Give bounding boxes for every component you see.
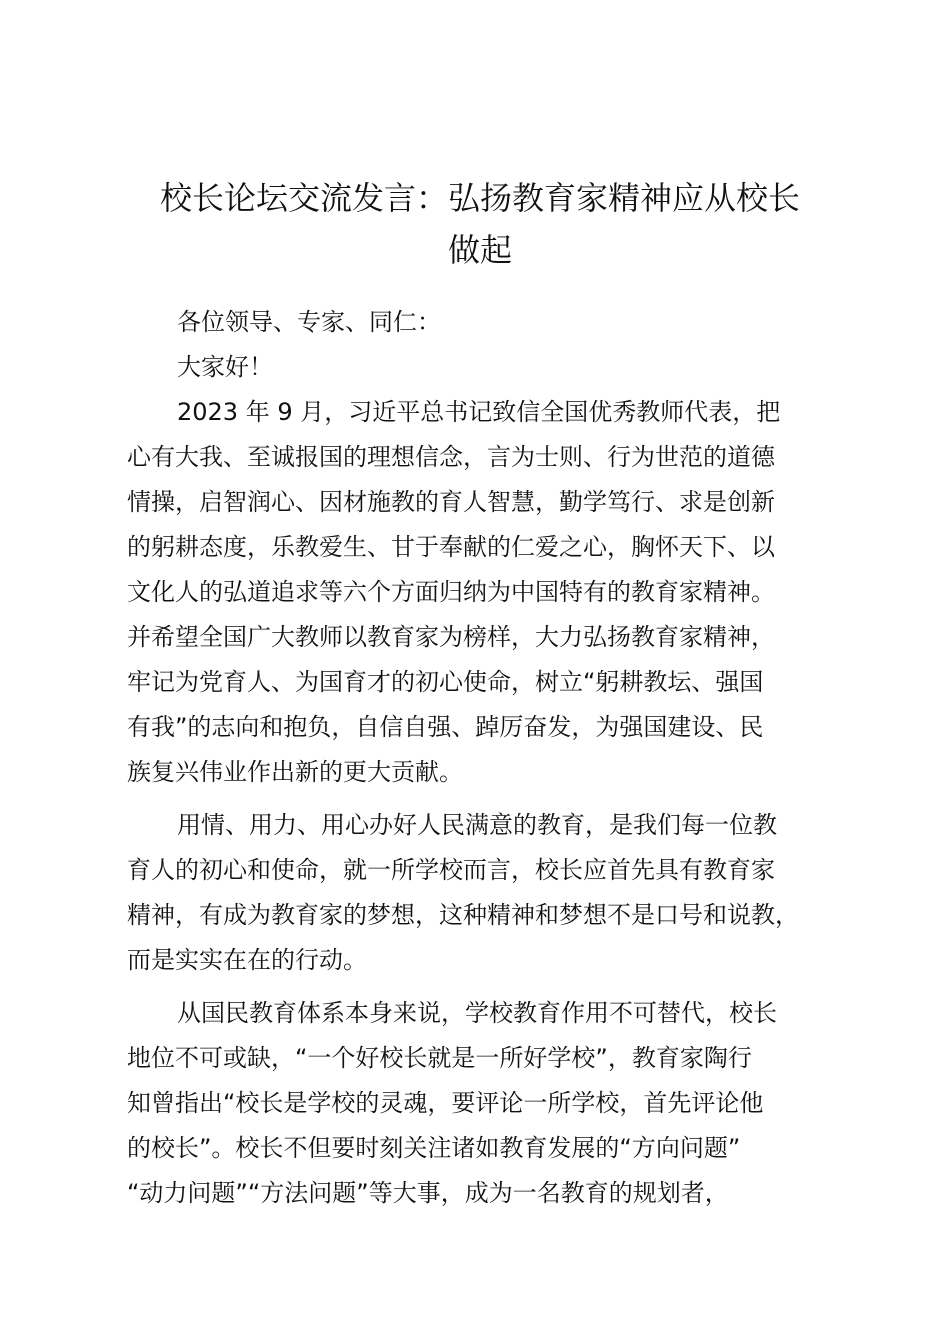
- paragraph-line: 从国民教育体系本身来说，学校教育作用不可替代，校长: [177, 999, 777, 1027]
- document-page: [127, 172, 833, 1216]
- paragraph-line: 精神，有成为教育家的梦想，这种精神和梦想不是口号和说教，: [127, 901, 799, 929]
- paragraph-line: 知曾指出“校长是学校的灵魂，要评论一所学校，首先评论他: [127, 1089, 764, 1117]
- paragraph-line: 育人的初心和使命，就一所学校而言，校长应首先具有教育家: [127, 856, 775, 884]
- paragraph-line: 族复兴伟业作出新的更大贡献。: [127, 758, 463, 786]
- paragraph-line: 用情、用力、用心办好人民满意的教育，是我们每一位教: [177, 811, 777, 839]
- paragraph-1: [127, 390, 833, 795]
- salutation: 各位领导、专家、同仁：: [177, 308, 441, 336]
- paragraph-line: 文化人的弘道追求等六个方面归纳为中国特有的教育家精神。: [127, 578, 775, 606]
- title-line-2: 做起: [447, 231, 512, 269]
- paragraph-line: 地位不可或缺，“一个好校长就是一所好学校”，教育家陶行: [127, 1044, 752, 1072]
- title-line-1: 校长论坛交流发言：弘扬教育家精神应从校长: [159, 179, 800, 217]
- paragraph-line: 的躬耕态度，乐教爱生、甘于奉献的仁爱之心，胸怀天下、以: [127, 533, 775, 561]
- document-body: [127, 300, 833, 1216]
- paragraph-line: 而是实实在在的行动。: [127, 946, 367, 974]
- paragraph-line: 并希望全国广大教师以教育家为榜样，大力弘扬教育家精神，: [127, 623, 775, 651]
- paragraph-line: 心有大我、至诚报国的理想信念，言为士则、行为世范的道德: [127, 443, 775, 471]
- paragraph-line: “动力问题”“方法问题”等大事，成为一名教育的规划者，: [127, 1179, 729, 1207]
- paragraph-line: 情操，启智润心、因材施教的育人智慧，勤学笃行、求是创新: [127, 488, 775, 516]
- paragraph-2: [127, 803, 833, 983]
- paragraph-line: 的校长”。校长不但要时刻关注诸如教育发展的“方向问题”: [127, 1134, 741, 1162]
- paragraph-line: 有我”的志向和抱负，自信自强、踔厉奋发，为强国建设、民: [127, 713, 764, 741]
- greeting: 大家好！: [177, 353, 273, 381]
- paragraph-line: 2023 年 9 月，习近平总书记致信全国优秀教师代表，把: [177, 398, 781, 426]
- paragraph-line: 牢记为党育人、为国育才的初心使命，树立“躬耕教坛、强国: [127, 668, 764, 696]
- paragraph-3: [127, 991, 833, 1216]
- document-title: [127, 172, 833, 276]
